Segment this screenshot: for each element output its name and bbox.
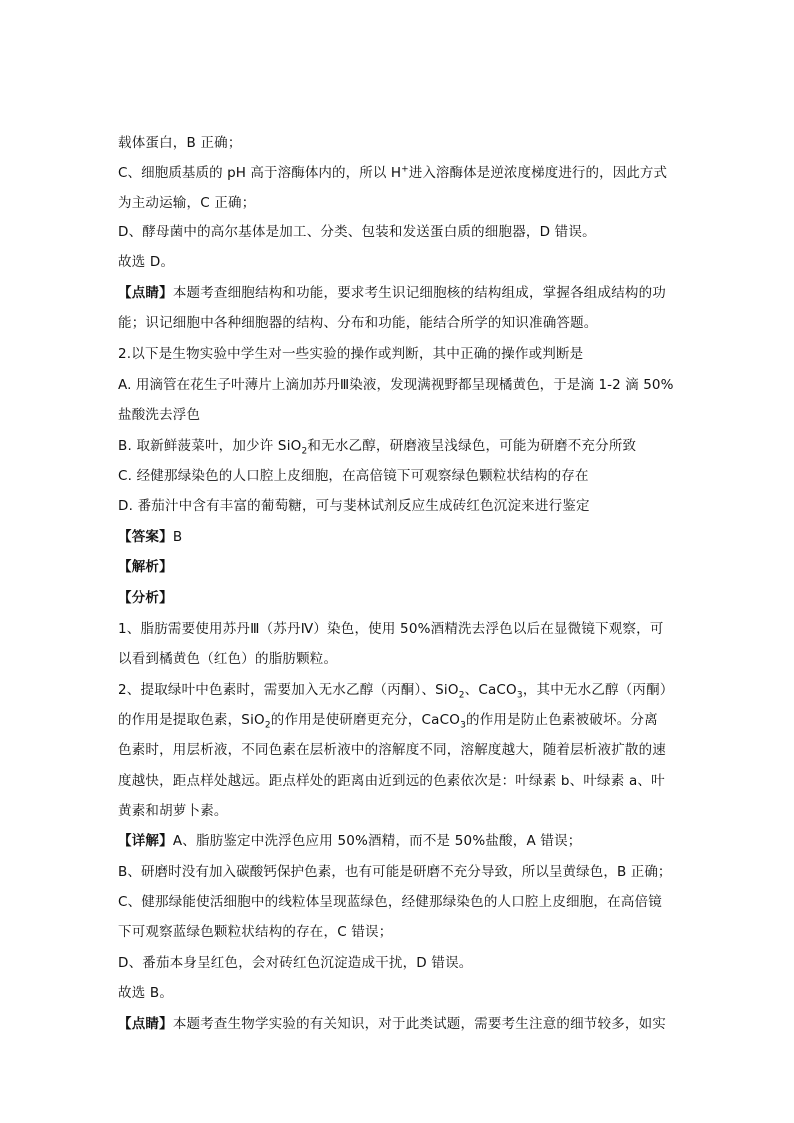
text-segment: 、CaCO [464, 682, 517, 698]
text-line [118, 134, 678, 152]
text-line [118, 497, 678, 515]
text-segment: 1、脂肪需要使用苏丹Ⅲ（苏丹Ⅳ）染色，使用 50%酒精洗去浮色以后在显微镜下观察，可 [118, 621, 664, 637]
text-line [118, 345, 678, 363]
text-line [118, 589, 678, 607]
section-heading: 【点睛】 [118, 1016, 173, 1032]
text-line [118, 437, 678, 455]
text-line [118, 893, 678, 911]
text-line [118, 863, 690, 881]
text-line [118, 681, 678, 699]
text-segment: 以看到橘黄色（红色）的脂肪颗粒。 [118, 651, 338, 667]
subscript: 2 [264, 720, 271, 731]
text-line [118, 802, 678, 820]
text-segment: 色素时，用层析液，不同色素在层析液中的溶解度不同，溶解度越大，随着层析液扩散的速 [118, 742, 666, 758]
text-segment: A、脂肪鉴定中洗浮色应用 50%酒精，而不是 50%盐酸，A 错误； [172, 833, 582, 849]
text-segment: 故选 B。 [118, 985, 174, 1001]
text-line [118, 528, 678, 546]
text-segment: B、研磨时没有加入碳酸钙保护色素，也有可能是研磨不充分导致，所以呈黄绿色，B 正确； [118, 864, 672, 880]
text-segment: 度越快，距点样处越远。距点样处的距离由近到远的色素依次是：叶绿素 b、叶绿素 a、叶 [118, 773, 665, 789]
text-line [118, 284, 678, 302]
text-line [118, 314, 678, 332]
text-line [118, 650, 678, 668]
text-line [118, 194, 678, 212]
subscript: 3 [460, 720, 466, 731]
superscript: + [401, 164, 409, 175]
text-segment: 本题考查细胞结构和功能，要求考生识记细胞核的结构组成，掌握各组成结构的功 [172, 285, 667, 301]
subscript: 2 [301, 446, 308, 457]
text-segment: D、番茄本身呈红色，会对砖红色沉淀造成干扰，D 错误。 [118, 955, 473, 971]
text-line [118, 253, 678, 271]
text-segment: 盐酸洗去浮色 [118, 407, 201, 423]
text-segment: 的作用是使研磨更充分，CaCO [270, 712, 461, 728]
subscript: 3 [516, 690, 523, 701]
text-line [118, 406, 678, 424]
text-line [118, 223, 678, 241]
text-line [118, 164, 690, 182]
text-segment: C、健那绿能使活细胞中的线粒体呈现蓝绿色，经健那绿染色的人口腔上皮细胞，在高倍镜 [118, 894, 662, 910]
text-line [118, 376, 690, 394]
text-segment: 2.以下是生物实验中学生对一些实验的操作或判断，其中正确的操作或判断是 [118, 346, 584, 362]
text-line [118, 984, 678, 1002]
text-segment: C、细胞质基质的 pH 高于溶酶体内的，所以 H [118, 165, 402, 181]
text-segment: ，其中无水乙醇（丙酮） [522, 682, 674, 698]
text-segment: 能；识记细胞中各种细胞器的结构、分布和功能，能结合所学的知识准确答题。 [118, 315, 598, 331]
text-segment: 的作用是防止色素被破坏。分离 [466, 712, 658, 728]
text-segment: 的作用是提取色素，SiO [118, 712, 265, 728]
text-segment: 载体蛋白，B 正确； [118, 135, 242, 151]
text-segment: B [172, 529, 183, 545]
text-segment: 为主动运输，C 正确； [118, 195, 256, 211]
text-segment: 和无水乙醇，研磨液呈浅绿色，可能为研磨不充分所致 [307, 438, 637, 454]
text-segment: 2、提取绿叶中色素时，需要加入无水乙醇（丙酮）、SiO [118, 682, 459, 698]
text-segment: 下可观察蓝绿色颗粒状结构的存在，C 错误； [118, 924, 393, 940]
section-heading: 【答案】 [118, 529, 173, 545]
text-line [118, 711, 678, 729]
subscript: 2 [458, 690, 465, 701]
text-segment: D、酵母菌中的高尔基体是加工、分类、包装和发送蛋白质的细胞器，D 错误。 [118, 224, 596, 240]
section-heading: 【点睛】 [118, 285, 173, 301]
text-line [118, 1015, 678, 1033]
text-line [118, 558, 678, 576]
text-line [118, 772, 678, 790]
section-heading: 【解析】 [118, 559, 173, 575]
text-segment: C. 经健那绿染色的人口腔上皮细胞，在高倍镜下可观察绿色颗粒状结构的存在 [118, 468, 589, 484]
text-line [118, 923, 678, 941]
text-line [118, 954, 678, 972]
text-segment: D. 番茄汁中含有丰富的葡萄糖，可与斐林试剂反应生成砖红色沉淀来进行鉴定 [118, 498, 590, 514]
text-segment: 本题考查生物学实验的有关知识，对于此类试题，需要考生注意的细节较多，如实 [172, 1016, 667, 1032]
section-heading: 【详解】 [118, 833, 173, 849]
text-line [118, 467, 678, 485]
text-segment: A. 用滴管在花生子叶薄片上滴加苏丹Ⅲ染液，发现满视野都呈现橘黄色，于是滴 1-2 滴 50% [118, 377, 674, 393]
text-line [118, 620, 678, 638]
section-heading: 【分析】 [118, 590, 173, 606]
text-segment: B. 取新鲜菠菜叶，加少许 SiO [118, 438, 302, 454]
text-line [118, 832, 678, 850]
text-segment: 故选 D。 [118, 254, 175, 270]
text-segment: 进入溶酶体是逆浓度梯度进行的，因此方式 [408, 165, 668, 181]
text-line [118, 741, 678, 759]
text-segment: 黄素和胡萝卜素。 [118, 803, 228, 819]
